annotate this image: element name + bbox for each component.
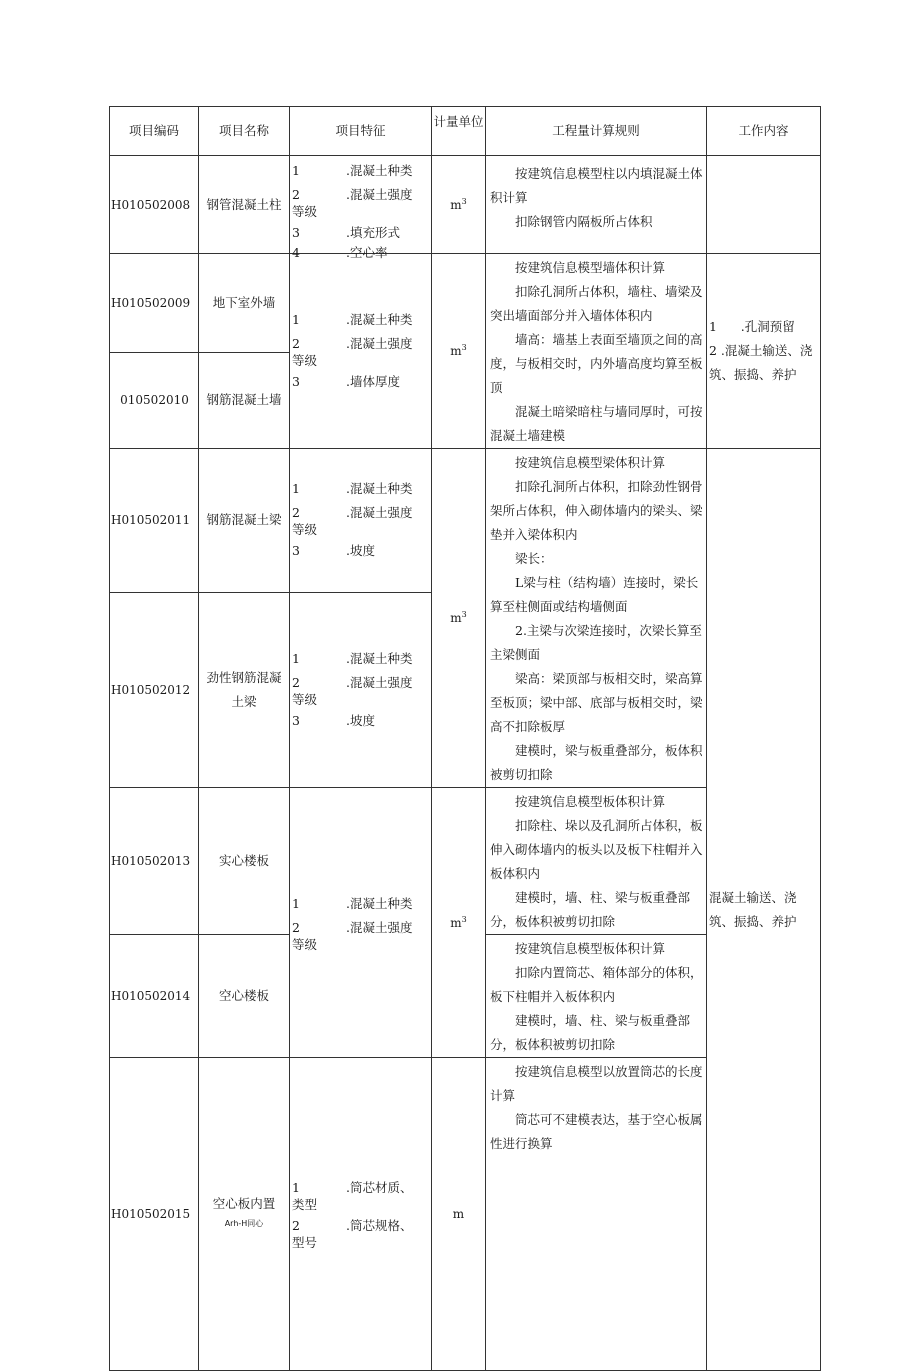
feature-number: 1 (292, 481, 300, 497)
feature-continuation: 等级 (292, 203, 318, 219)
item-rule (486, 1058, 707, 1371)
feature-number: 3 (292, 543, 300, 559)
feature-number: 3 (292, 374, 300, 389)
work-line: 1 .孔洞预留 (709, 319, 795, 334)
feature-text: .混凝土强度 (346, 919, 413, 935)
feature-text: .坡度 (346, 712, 375, 728)
rule-line: 2.主梁与次梁连接时，次梁长算至主梁侧面 (490, 623, 702, 662)
feature-number: 2 (292, 674, 300, 690)
feature-text: .混凝土种类 (346, 312, 413, 327)
item-code: 010502010 (110, 352, 199, 448)
feature-text: .筒芯材质、 (346, 1180, 413, 1195)
unit-superscript: 3 (461, 343, 467, 352)
feature-continuation: 型号 (292, 1235, 318, 1250)
feature-number: 3 (292, 712, 300, 728)
feature-number: 2 (292, 186, 300, 202)
feature-text: .筒芯规格、 (346, 1218, 413, 1233)
item-name: 钢筋混凝土墙 (199, 352, 290, 448)
feature-text: .空心率 (346, 244, 388, 260)
rule-line: L梁与柱（结构墙）连接时，梁长算至柱侧面或结构墙侧面 (490, 575, 699, 614)
work-line: 混凝土输送、浇筑、振捣、养护 (709, 889, 797, 929)
rule-line: 筒芯可不建模表达，基于空心板属性进行换算 (490, 1112, 703, 1151)
item-unit (432, 1058, 486, 1371)
feature-text: .混凝土种类 (346, 650, 413, 666)
header-feature: 项目特征 (290, 107, 432, 156)
item-code: H010502013 (110, 788, 199, 935)
feature-text: .填充形式 (346, 224, 400, 240)
header-rule: 工程量计算规则 (486, 107, 707, 156)
item-features (290, 592, 432, 787)
feature-text: .混凝土强度 (346, 336, 413, 351)
item-code: H010502011 (110, 449, 199, 593)
feature-continuation: 类型 (292, 1197, 318, 1212)
feature-number: 2 (292, 1218, 300, 1233)
item-features (290, 156, 432, 260)
quantity-rules-table (109, 106, 821, 1371)
table-row (110, 254, 821, 353)
rule-line: 按建筑信息模型板体积计算 (515, 941, 666, 956)
feature-text: .坡度 (346, 543, 375, 559)
unit-value: m (452, 1207, 465, 1221)
table-row (110, 449, 821, 593)
rule-line: 扣除内置筒芯、箱体部分的体积，板下柱帽并入板体积内 (490, 965, 703, 1004)
feature-number: 1 (292, 1180, 300, 1195)
quantity-rules-table-wrapper (109, 106, 820, 1250)
item-unit (432, 254, 486, 449)
feature-list (292, 159, 429, 260)
rule-line: 建模时，梁与板重叠部分，板体积被剪切扣除 (490, 743, 703, 782)
item-code: H010502008 (110, 156, 199, 254)
rule-line: 按建筑信息模型梁体积计算 (515, 455, 666, 470)
header-work: 工作内容 (707, 107, 821, 156)
feature-text: .混凝土强度 (346, 674, 413, 690)
feature-continuation: 等级 (292, 353, 318, 368)
rule-line: 扣除柱、垛以及孔洞所占体积，板伸入砌体墙内的板头以及板下柱帽并入板体积内 (490, 818, 703, 881)
rule-line: 建模时，墙、柱、梁与板重叠部分，板体积被剪切扣除 (490, 1013, 691, 1052)
rule-line: 梁高：梁顶部与板相交时，梁高算至板顶；梁中部、底部与板相交时，梁高不扣除板厚 (490, 671, 703, 734)
item-name: 钢管混凝土柱 (199, 156, 290, 254)
feature-number: 2 (292, 919, 300, 935)
rule-line: 按建筑信息模型板体积计算 (515, 794, 666, 809)
item-code: H010502014 (110, 935, 199, 1058)
rule-line: 混凝土暗梁暗柱与墙同厚时，可按混凝土墙建模 (490, 404, 703, 443)
feature-text: .混凝土强度 (346, 505, 413, 521)
table-header-row (110, 107, 821, 156)
item-code: H010502009 (110, 254, 199, 353)
item-rule (486, 254, 707, 449)
item-rule (486, 788, 707, 935)
feature-number: 1 (292, 162, 300, 178)
item-name-text: 空心板内置 (212, 1196, 276, 1211)
feature-text: .混凝土种类 (346, 481, 413, 497)
item-name-subtext: Arh-H同心 (224, 1219, 264, 1228)
feature-number: 3 (292, 224, 300, 240)
header-unit: 计量单位 (432, 107, 486, 156)
unit-superscript: 3 (461, 610, 467, 619)
rule-line: 扣除孔洞所占体积，扣除劲性钢骨架所占体积，伸入砌体墙内的梁头、梁垫并入梁体积内 (490, 479, 703, 542)
item-features (290, 254, 432, 449)
item-features (290, 449, 432, 593)
unit-value: m (450, 611, 462, 625)
unit-superscript: 3 (461, 914, 467, 924)
unit-value: m (450, 915, 462, 930)
item-code: H010502012 (110, 592, 199, 787)
item-work (707, 156, 821, 254)
work-line: 2 .混凝土输送、浇筑、振捣、养护 (709, 343, 813, 382)
rule-line: 建模时，墙、柱、梁与板重叠部分，板体积被剪切扣除 (490, 890, 691, 929)
rule-line: 扣除钢管内隔板所占体积 (515, 214, 653, 229)
feature-number: 1 (292, 650, 300, 666)
item-rule (486, 156, 707, 254)
item-unit (432, 449, 486, 788)
unit-value: m (450, 197, 462, 212)
item-name: 钢筋混凝土梁 (199, 449, 290, 593)
unit-value: m (450, 344, 462, 358)
item-rule (486, 449, 707, 788)
rule-line: 梁长： (515, 551, 553, 566)
item-work (707, 254, 821, 449)
feature-text: .墙体厚度 (346, 374, 400, 389)
feature-number: 2 (292, 336, 300, 351)
rule-line: 按建筑信息模型柱以内填混凝土体积计算 (490, 166, 703, 205)
feature-continuation: 等级 (292, 936, 318, 952)
item-code: H010502015 (110, 1058, 199, 1371)
item-features (290, 1058, 432, 1371)
header-code: 项目编码 (110, 107, 199, 156)
item-work (707, 449, 821, 1371)
rule-line: 扣除孔洞所占体积，墙柱、墙梁及突出墙面部分并入墙体体积内 (490, 284, 703, 323)
rule-line: 按建筑信息模型墙体积计算 (515, 260, 666, 275)
item-name (199, 1058, 290, 1371)
feature-number: 2 (292, 505, 300, 521)
table-row (110, 156, 821, 254)
rule-line: 墙高：墙基上表面至墙顶之间的高度，与板相交时，内外墙高度均算至板顶 (490, 332, 703, 395)
item-unit (432, 156, 486, 254)
item-name: 空心楼板 (199, 935, 290, 1058)
unit-superscript: 3 (461, 196, 467, 206)
feature-number: 1 (292, 312, 300, 327)
feature-number: 1 (292, 895, 300, 911)
item-name: 地下室外墙 (199, 254, 290, 353)
item-features (290, 788, 432, 1058)
rule-line: 按建筑信息模型以放置筒芯的长度计算 (490, 1064, 703, 1103)
header-name: 项目名称 (199, 107, 290, 156)
feature-number: 4 (292, 244, 300, 260)
feature-continuation: 等级 (292, 522, 318, 538)
item-name: 劲性钢筋混凝土梁 (199, 592, 290, 787)
feature-text: .混凝土种类 (346, 895, 413, 911)
feature-text: .混凝土强度 (346, 186, 413, 202)
item-unit (432, 788, 486, 1058)
item-name: 实心楼板 (199, 788, 290, 935)
item-rule (486, 935, 707, 1058)
feature-continuation: 等级 (292, 691, 318, 707)
feature-text: .混凝土种类 (346, 162, 413, 178)
